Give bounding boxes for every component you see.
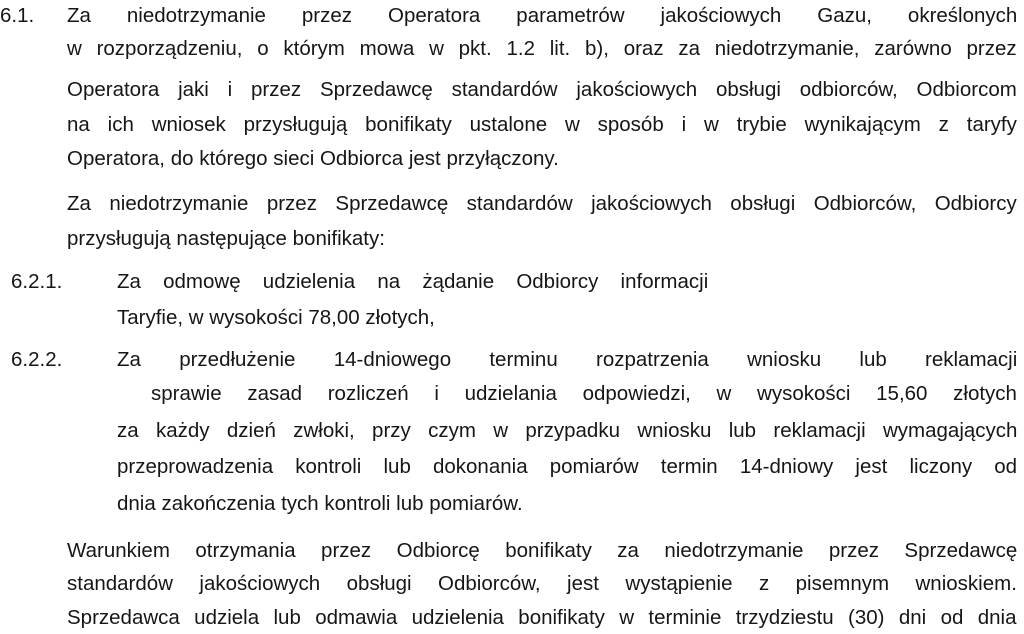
section-number: 6.2.2. [11,348,63,371]
text-line: przeprowadzenia kontroli lub dokonania pomiarów termin 14-dniowy jest liczony od [117,455,1018,478]
text-line: dnia zakończenia tych kontroli lub pomiarów. [117,492,523,515]
text-line: Operatora, do którego sieci Odbiorca jest przyłączony. [67,147,559,170]
section-number: 6.1. [0,4,35,27]
text-line: za każdy dzień zwłoki, przy czym w przypadku wniosku lub reklamacji wymagających [117,419,1018,442]
text-line: Za odmowę udzielenia na żądanie Odbiorcy informacji [117,270,709,293]
text-line: na ich wniosek przysługują bonifikaty ustalone w sposób i w trybie wynikającym z taryfy [67,113,1017,136]
text-line: Za niedotrzymanie przez Sprzedawcę standardów jakościowych obsługi Odbiorców, Odbiorcy [67,192,1017,215]
text-line: w rozporządzeniu, o którym mowa w pkt. 1.2 lit. b), oraz za niedotrzymanie, zarówno przez [67,37,1017,60]
text-line: sprawie zasad rozliczeń i udzielania odpowiedzi, w wysokości 15,60 złotych [151,382,1017,405]
text-line: Taryfie, w wysokości 78,00 złotych, [117,306,435,329]
text-line: przysługują następujące bonifikaty: [67,227,385,250]
text-line: standardów jakościowych obsługi Odbiorców, jest wystąpienie z pisemnym wnioskiem. [67,572,1017,595]
text-line: Za przedłużenie 14-dniowego terminu rozpatrzenia wniosku lub reklamacji [117,348,1018,371]
text-line: Operatora jaki i przez Sprzedawcę standardów jakościowych obsługi odbiorców, Odbiorcom [67,78,1017,101]
text-line: Sprzedawca udziela lub odmawia udzielenia bonifikaty w terminie trzydziestu (30) dni od dnia [67,606,1017,629]
text-line: Warunkiem otrzymania przez Odbiorcę bonifikaty za niedotrzymanie przez Sprzedawcę [67,539,1018,562]
section-number: 6.2.1. [11,270,63,293]
text-line: Za niedotrzymanie przez Operatora parametrów jakościowych Gazu, określonych [67,4,1018,27]
